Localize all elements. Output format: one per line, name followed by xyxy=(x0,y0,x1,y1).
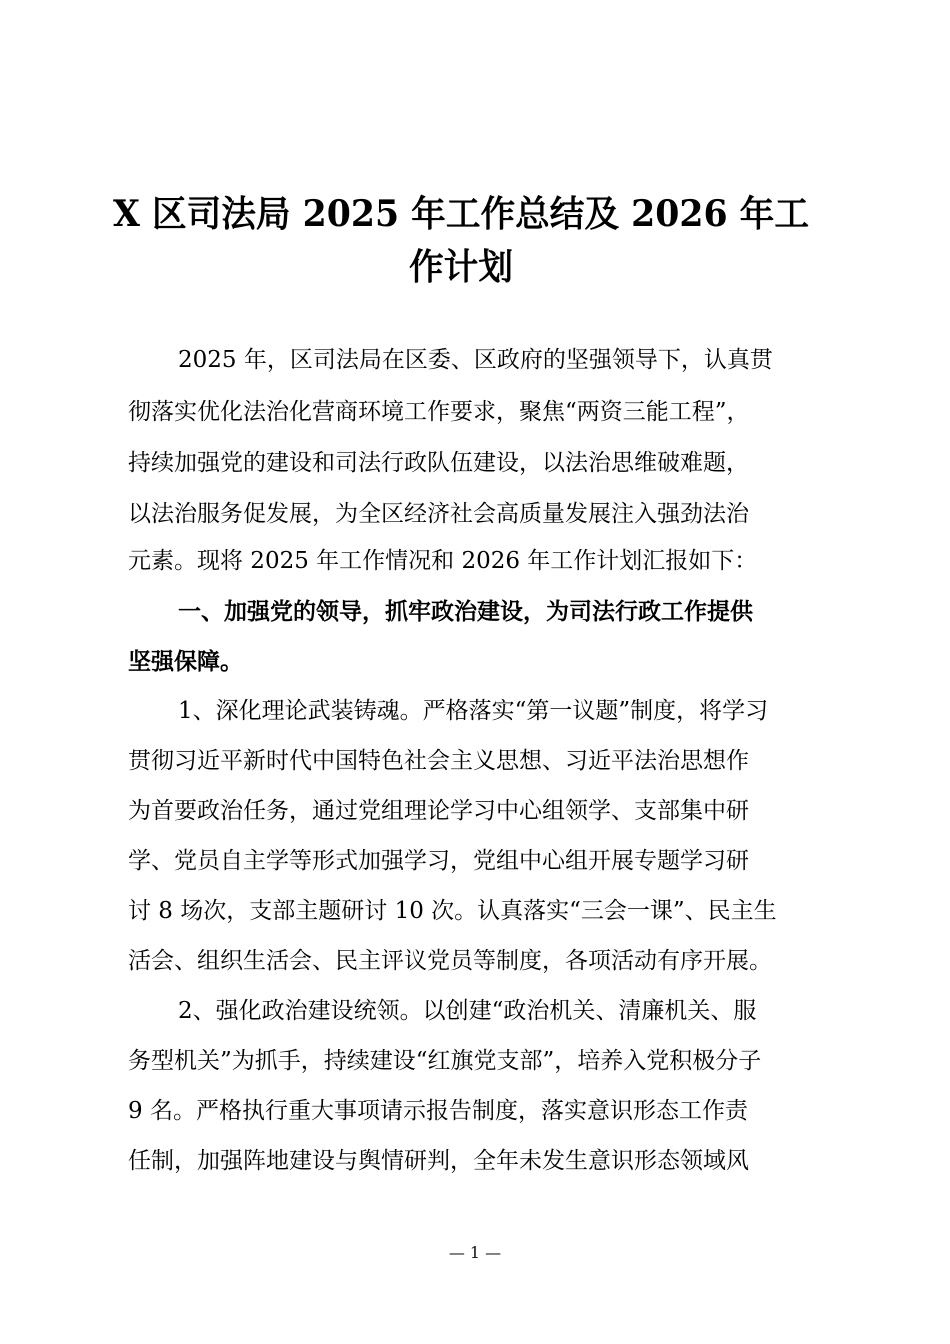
item2-line-4: 任制，加强阵地建设与舆情研判，全年未发生意识形态领域风 xyxy=(128,1148,749,1174)
item2-line-1: 2、强化政治建设统领。以创建“政治机关、清廉机关、服 xyxy=(178,998,757,1024)
document-title-line-1: X 区司法局 2025 年工作总结及 2026 年工 xyxy=(112,193,810,235)
item1-line-6: 活会、组织生活会、民主评议党员等制度，各项活动有序开展。 xyxy=(128,948,772,974)
document-title-line-2: 作计划 xyxy=(409,246,513,288)
item1-line-3: 为首要政治任务，通过党组理论学习中心组领学、支部集中研 xyxy=(128,798,749,824)
intro-line-2: 彻落实优化法治化营商环境工作要求，聚焦“两资三能工程”， xyxy=(128,399,750,425)
section-heading-line-1: 一、加强党的领导，抓牢政治建设，为司法行政工作提供 xyxy=(178,598,753,625)
intro-line-3: 持续加强党的建设和司法行政队伍建设，以法治思维破难题， xyxy=(128,450,749,476)
item1-line-4: 学、党员自主学等形式加强学习，党组中心组开展专题学习研 xyxy=(128,848,749,874)
item1-line-2: 贯彻习近平新时代中国特色社会主义思想、习近平法治思想作 xyxy=(128,748,749,774)
item1-line-1: 1、深化理论武装铸魂。严格落实“第一议题”制度，将学习 xyxy=(178,698,769,724)
intro-line-1: 2025 年，区司法局在区委、区政府的坚强领导下，认真贯 xyxy=(178,347,773,373)
section-heading-line-2: 坚强保障。 xyxy=(128,648,243,675)
page-number: — 1 — xyxy=(448,1243,502,1262)
intro-line-5: 元素。现将 2025 年工作情况和 2026 年工作计划汇报如下： xyxy=(128,548,758,574)
item2-line-3: 9 名。严格执行重大事项请示报告制度，落实意识形态工作责 xyxy=(128,1098,748,1124)
item1-line-5: 讨 8 场次，支部主题研讨 10 次。认真落实“三会一课”、民主生 xyxy=(128,898,777,924)
item2-line-2: 务型机关”为抓手，持续建设“红旗党支部”，培养入党积极分子 xyxy=(128,1048,762,1074)
intro-line-4: 以法治服务促发展，为全区经济社会高质量发展注入强劲法治 xyxy=(128,501,749,527)
